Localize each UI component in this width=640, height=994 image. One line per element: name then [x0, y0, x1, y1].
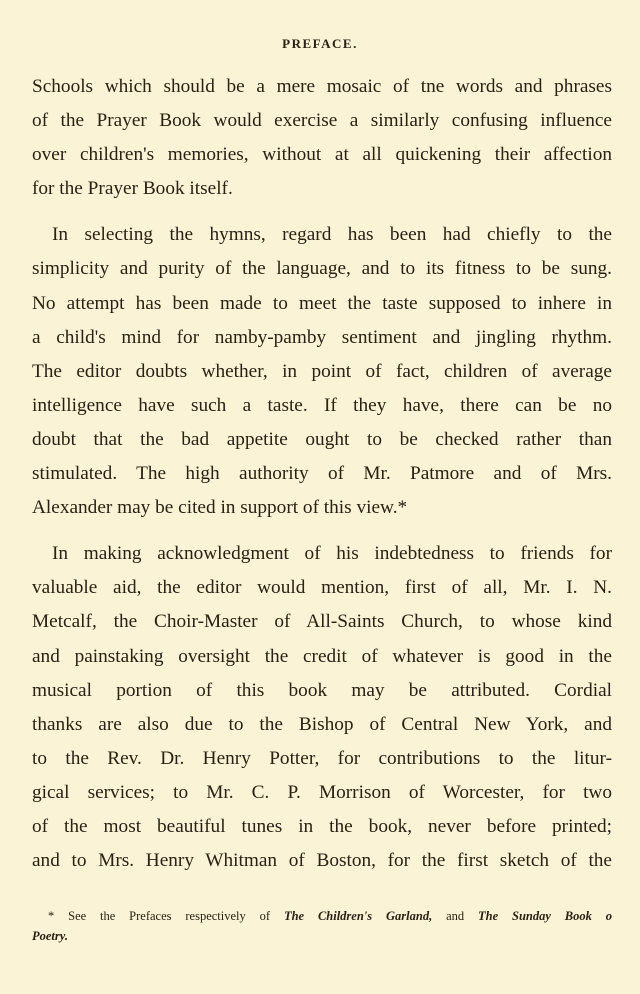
text-line: thanks are also due to the Bishop of Central New York, and	[32, 713, 612, 735]
text-line: and to Mrs. Henry Whitman of Boston, for the first sketch of the	[32, 850, 612, 872]
footnote-text: See the Prefaces respectively of	[68, 909, 271, 923]
footnote-conjunction: and	[446, 909, 465, 923]
text-line: Schools which should be a mere mosaic of tne words and phrases	[32, 76, 612, 97]
paragraph	[32, 537, 612, 878]
body-text	[32, 70, 612, 878]
text-line: doubt that the bad appetite ought to be checked rather than	[32, 428, 612, 450]
paragraph	[32, 70, 612, 206]
text-line: for the Prayer Book itself.	[32, 178, 233, 200]
footnote	[32, 906, 612, 946]
text-line: gical services; to Mr. C. P. Morrison of Worcester, for two	[32, 781, 612, 803]
text-line: over children's memories, without at all quickening their affection	[32, 144, 612, 166]
text-line: No attempt has been made to meet the taste supposed to inhere in	[32, 292, 612, 314]
text-line: musical portion of this book may be attributed. Cordial	[32, 679, 612, 701]
text-line: simplicity and purity of the language, and to its fitness to be sung.	[32, 258, 612, 280]
text-line: of the Prayer Book would exercise a similarly confusing influence	[32, 110, 612, 132]
text-line: Metcalf, the Choir-Master of All-Saints Church, to whose kind	[32, 611, 612, 633]
text-line: to the Rev. Dr. Henry Potter, for contributions to the litur-	[32, 747, 612, 769]
footnote-title: The Children's Garland,	[283, 909, 433, 923]
text-line: Alexander may be cited in support of this view.*	[32, 497, 408, 519]
text-line: stimulated. The high authority of Mr. Patmore and of Mrs.	[32, 463, 612, 485]
text-line: valuable aid, the editor would mention, first of all, Mr. I. N.	[32, 577, 612, 599]
footnote-line	[32, 906, 612, 926]
text-line: The editor doubts whether, in point of fact, children of average	[32, 360, 612, 382]
running-title: PREFACE.	[282, 36, 358, 51]
text-line: In making acknowledgment of his indebtedness to friends for	[52, 543, 612, 565]
footnote-title-continuation: Poetry.	[32, 929, 68, 943]
paragraph	[32, 218, 612, 525]
text-line: of the most beautiful tunes in the book, never before printed;	[32, 815, 612, 837]
footnote-marker: *	[48, 909, 55, 923]
footnote-title: The Sunday Book o	[478, 909, 613, 923]
text-line: In selecting the hymns, regard has been had chiefly to the	[52, 224, 612, 246]
text-line: intelligence have such a taste. If they have, there can be no	[32, 394, 612, 416]
text-line: and painstaking oversight the credit of whatever is good in the	[32, 645, 612, 667]
text-line: a child's mind for namby-pamby sentiment and jingling rhythm.	[32, 326, 612, 348]
